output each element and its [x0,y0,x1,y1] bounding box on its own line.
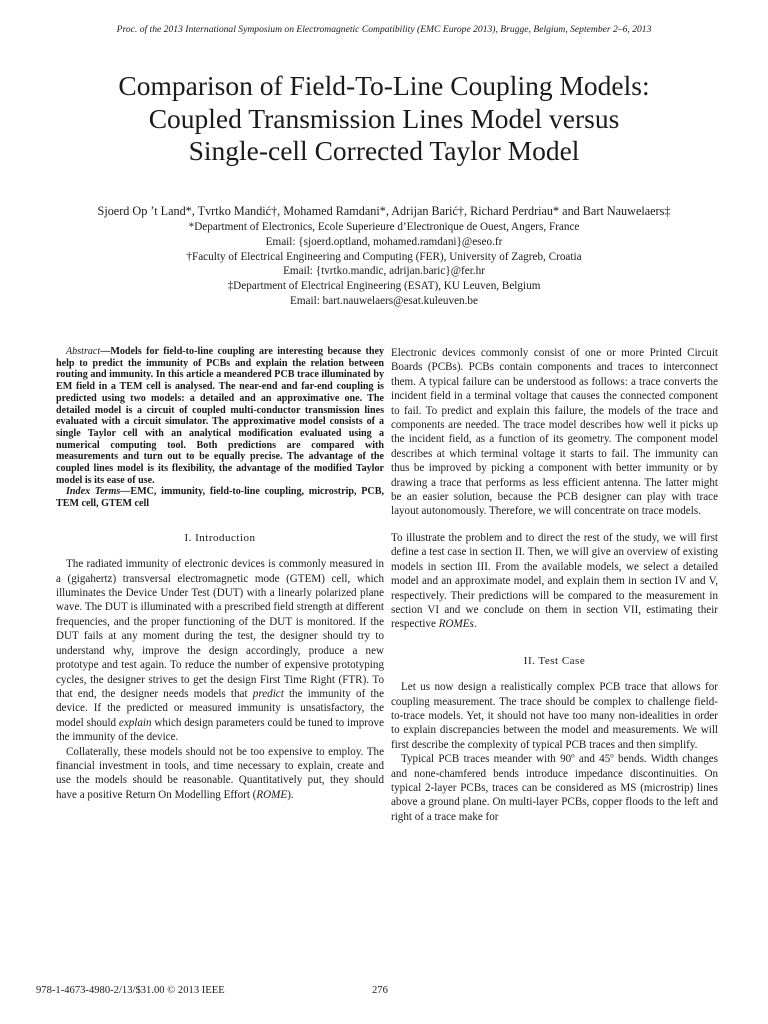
right-paragraph-1: Electronic devices commonly consist of one or more Printed Circuit Boards (PCBs). PCBs contain components and traces to interconnect them. A typical failure can be understood as follows: a trace converts the incident field in a terminal voltage that causes the connected component to fail. To predict and explain this failure, the models of the trace and components are needed. The trace model describes how well it picks up the incident field, as a function of its geometry. The component model describes at which terminal voltage it starts to fail. The immunity can thus be improved by picking a component with better immunity or by drawing a trace that performs as less efficient antenna. The latter might be an easier solution, because the PCB designer can play with trace layout autonomously. Therefore, we will concentrate on trace models. [391,347,718,518]
right-p2-emphasis-romes: ROMEs [438,618,474,631]
title-line-1: Comparison of Field-To-Line Coupling Models: [118,70,650,101]
tc-p2-b: and 45 [574,753,611,766]
intro-p2-emphasis-rome: ROME [256,788,288,801]
affiliation-2: †Faculty of Electrical Engineering and Computing (FER), University of Zagreb, Croatia [186,250,582,263]
intro-p1-mid: the immunity of the device. If the predicted or measured immunity is unsatisfactory, the model should [56,687,384,729]
title-line-3: Single-cell Corrected Taylor Model [188,135,580,166]
tc-p2-c: bends. Width changes and none-chamfered bends introduce impedance discontinuities. On typical 2-layer PCBs, traces can be considered as MS (microstrip) lines above a ground plane. On multi-layer PCBs, copper floods to the left and right of a trace make for [391,753,718,823]
affiliation-2-email: Email: {tvrtko.mandic, adrijan.baric}@fer.hr [283,265,485,278]
tc-p2-a: Typical PCB traces meander with 90 [401,753,572,766]
left-column [56,346,384,802]
abstract-lead: Abstract [66,346,101,357]
intro-paragraph-1 [56,557,384,744]
intro-paragraph-2 [56,745,384,803]
test-case-paragraph-2 [391,752,718,824]
tc-p2-degree-2: o [610,751,614,760]
intro-p1-emphasis-predict: predict [252,687,284,700]
page-number: 276 [372,985,388,996]
proceedings-header: Proc. of the 2013 International Symposium on Electromagnetic Compatibility (EMC Europe 2013), Brugge, Belgium, September 2–6, 2013 [116,24,652,35]
index-terms [56,486,384,509]
affiliation-1: *Department of Electronics, Ecole Superieure d’Electronique de Ouest, Angers, France [188,221,580,233]
right-paragraph-2 [391,531,718,632]
intro-p1-end: which design parameters could be tuned to improve the immunity of the device. [56,716,384,744]
right-p2-end: . [473,618,477,631]
right-column [391,346,718,824]
intro-p2-end: ). [287,788,294,801]
author-list: Sjoerd Op ’t Land*, Tvrtko Mandić†, Mohamed Ramdani*, Adrijan Barić†, Richard Perdriau* and Bart Nauwelaers‡ [97,204,671,218]
test-case-paragraph-1: Let us now design a realistically complex PCB trace that allows for coupling measurement. The trace should be complex to challenge field-to-trace models. Yet, it should not have too many non-idealities in order to explain discrepancies between the model and measurements. We will first describe the complexity of typical PCB traces and then simplify. [391,681,718,751]
abstract-text: —Models for field-to-line coupling are interesting because they help to predict the immunity of PCBs and explain the relation between routing and immunity. In this article a meandered PCB trace illuminated by EM field in a TEM cell is analysed. The near-end and far-end coupling is predicted using two models: a detailed and an approximative one. The detailed model is a circuit of coupled multi-conductor transmission lines evaluated with a circuit simulator. The approximative model consists of a single Taylor cell with an analytical modification evaluated using a numerical computing tool. Both predictions are compared with measurements and turn out to be equally precise. The advantage of the coupled lines model is its flexibility, the advantage of the modified Taylor model is its ease of use. [56,346,384,486]
intro-p2-text: Collaterally, these models should not be too expensive to employ. The financial investment in tools, and time necessary to explain, create and use the models should be reasonable. Quantitatively put, they should have a positive Return On Modelling Effort ( [56,745,384,801]
index-terms-lead: Index Terms [66,486,121,498]
section-heading-test-case: II. Test Case [523,654,586,667]
abstract [56,346,384,486]
right-p2-text: To illustrate the problem and to direct the rest of the study, we will first define a test case in section II. Then, we will give an overview of existing models in section III. From the available models, we select a detailed model and an approximate model, and explain them in section IV and V, respectively. Their predictions will be compared to the measurement in section VI and we conclude on them in section VII, estimating their respective [391,531,718,631]
affiliation-1-email: Email: {sjoerd.optland, mohamed.ramdani}@eseo.fr [265,235,503,248]
title-line-2: Coupled Transmission Lines Model versus [148,102,620,134]
affiliations [60,220,708,309]
index-terms-text: —EMC, immunity, field-to-line coupling, microstrip, PCB, TEM cell, GTEM cell [56,486,384,510]
intro-p1-emphasis-explain: explain [118,716,152,729]
paper-title [40,70,728,168]
intro-p1-text: The radiated immunity of electronic devices is commonly measured in a (gigahertz) transversal electromagnetic mode (GTEM) cell, which illuminates the Device Under Test (DUT) with a linearly polarized plane wave. The DUT is illuminated with a prescribed field strength at different frequencies, and the proper functioning of the DUT is monitored. If the DUT fails at any moment during the test, the designer should try to understand why, improve the design accordingly, produce a new prototype and test again. To reduce the number of expensive prototyping cycles, the designer strives to get the design First Time Right (FTR). To that end, the designer needs models that [56,558,384,700]
affiliation-3: ‡Department of Electrical Engineering (ESAT), KU Leuven, Belgium [227,280,541,293]
copyright-footer: 978-1-4673-4980-2/13/$31.00 © 2013 IEEE [36,985,225,996]
tc-p2-degree-1: o [571,751,575,760]
section-heading-introduction: I. Introduction [184,531,256,544]
affiliation-3-email: Email: bart.nauwelaers@esat.kuleuven.be [290,294,478,307]
